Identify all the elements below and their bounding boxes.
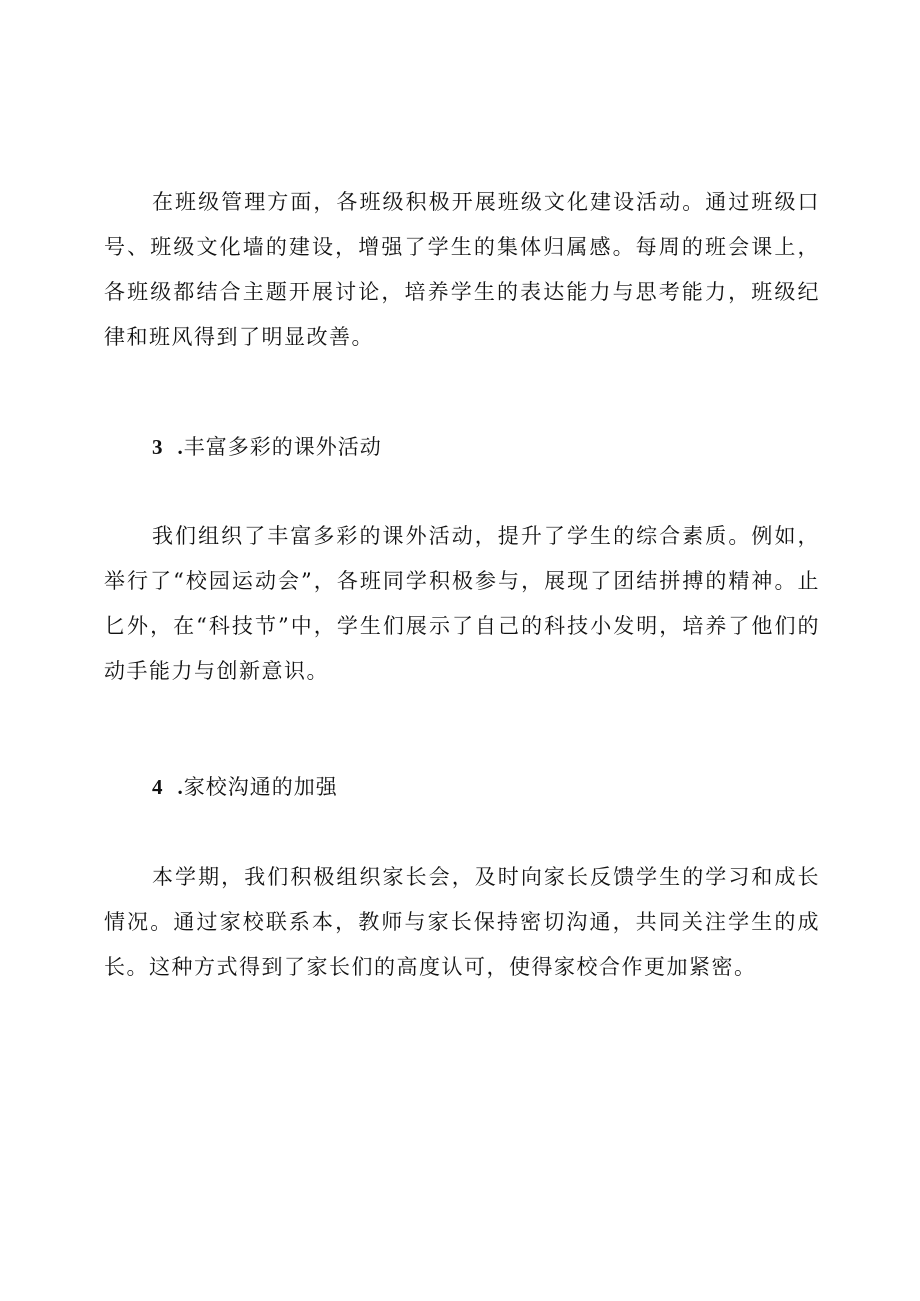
paragraph-home-school: 本学期，我们积极组织家长会，及时向家长反馈学生的学习和成长情况。通过家校联系本，教师与家长保持密切沟通，共同关注学生的成长。这种方式得到了家长们的高度认可，使得家校合作更加紧密。: [104, 865, 820, 979]
paragraph-activities: 我们组织了丰富多彩的课外活动，提升了学生的综合素质。例如，举行了“校园运动会”，各班同学积极参与，展现了团结拼搏的精神。止匕外，在“科技节”中，学生们展示了自己的科技小发明，培养了他们的动手能力与创新意识。: [104, 524, 820, 683]
section-heading-3: [152, 432, 382, 462]
section-dot: .: [177, 435, 184, 459]
paragraph-class-management: 在班级管理方面，各班级积极开展班级文化建设活动。通过班级口号、班级文化墙的建设，增强了学生的集体归属感。每周的班会课上，各班级都结合主题开展讨论，培养学生的表达能力与思考能力，班级纪律和班风得到了明显改善。: [104, 190, 820, 349]
section-dot: .: [177, 775, 184, 799]
section-number: 4: [152, 775, 164, 799]
section-title: 家校沟通的加强: [183, 775, 338, 799]
section-heading-4: [152, 772, 338, 802]
section-number: 3: [152, 435, 164, 459]
section-title: 丰富多彩的课外活动: [183, 435, 382, 459]
